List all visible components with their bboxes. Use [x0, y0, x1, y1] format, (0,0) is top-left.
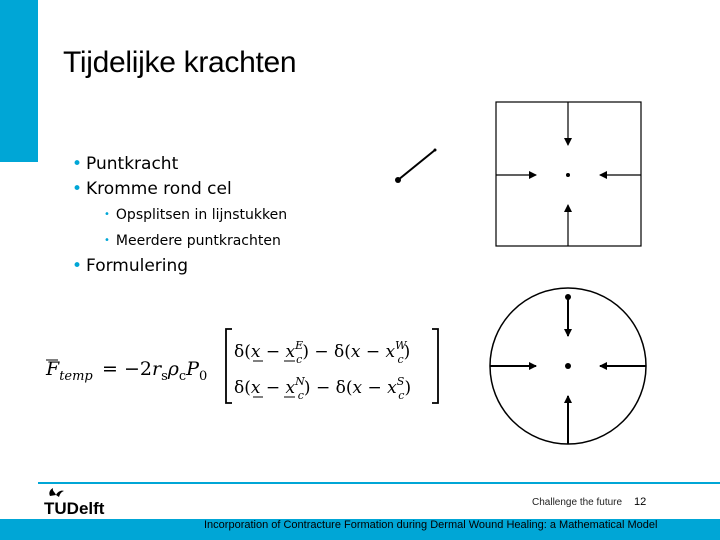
presentation-title: Incorporation of Contracture Formation during Dermal Wound Healing: a Mathematical Model — [204, 519, 658, 531]
bullet-text: Formulering — [86, 256, 189, 276]
tudelft-logo — [44, 486, 124, 518]
bullet-marker: • — [104, 235, 110, 246]
page-number: 12 — [634, 496, 647, 508]
slide-title: Tijdelijke krachten — [63, 46, 297, 79]
svg-text:TUDelft: TUDelft — [44, 499, 105, 518]
bullet-text: Kromme rond cel — [86, 179, 232, 199]
bullet-text: Meerdere puntkrachten — [115, 233, 281, 249]
flame-icon — [49, 488, 64, 497]
footer-divider — [38, 482, 720, 484]
formula-row-2: $\delta(x - x^N$ $c) - \delta(x - x^S$ c) — [234, 375, 412, 402]
bullet-marker: • — [72, 179, 83, 199]
svg-text:= −2rsρcP0: = $-2r_s\rho_cP_0$ — [102, 358, 208, 384]
formula-lhs — [45, 358, 207, 384]
bullet-text: Puntkracht — [86, 154, 179, 174]
bullet-marker: • — [72, 154, 83, 174]
circle-cell-diagram — [490, 288, 646, 444]
force-formula — [44, 325, 454, 415]
square-cell-diagram — [496, 102, 641, 246]
line-segment-diagram — [395, 149, 437, 184]
challenge-tagline: Challenge the future — [532, 497, 623, 508]
bullet-marker: • — [104, 209, 110, 220]
bullet-text: Opsplitsen in lijnstukken — [115, 207, 288, 223]
svg-text:Ftemp: $F_{temp}$ — [46, 358, 93, 384]
bullet-marker: • — [72, 256, 83, 276]
formula-row-1: $\delta(x - x^E$ $c) - \delta(x - x^W$ c) — [234, 339, 411, 366]
formula-matrix — [226, 329, 438, 403]
